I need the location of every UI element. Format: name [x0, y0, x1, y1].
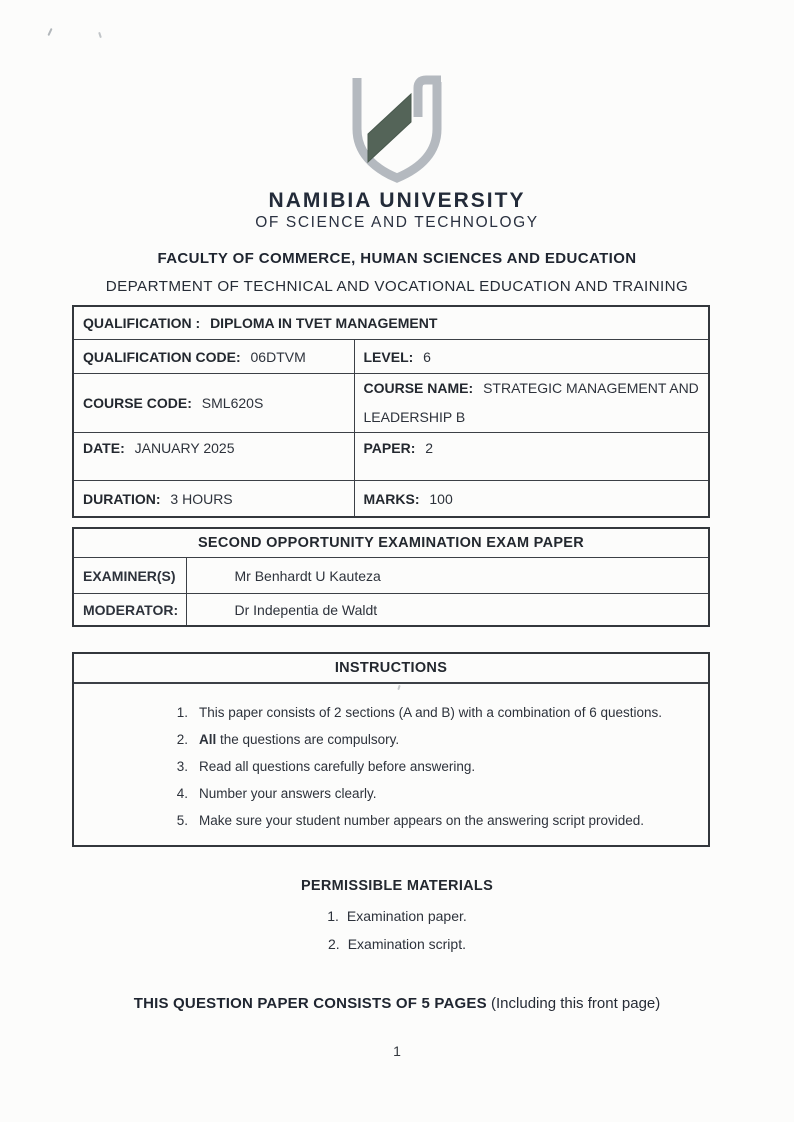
- material-number: 1.: [327, 908, 339, 924]
- table-row: [73, 374, 709, 433]
- page-count-note: [0, 995, 794, 1012]
- paper-label: PAPER:: [363, 440, 416, 456]
- materials-title: PERMISSIBLE MATERIALS: [300, 878, 494, 894]
- material-item: [0, 908, 794, 924]
- course-details-table: [72, 305, 710, 518]
- university-subtitle: OF SCIENCE AND TECHNOLOGY: [255, 214, 539, 231]
- material-number: 2.: [328, 936, 340, 952]
- course-name-value: STRATEGIC MANAGEMENT AND LEADERSHIP B: [363, 380, 699, 425]
- duration-value: 3 HOURS: [170, 490, 233, 507]
- examiner-value: Mr Benhardt U Kauteza: [186, 558, 709, 594]
- duration-label: DURATION:: [83, 490, 161, 507]
- table-row: [73, 481, 709, 518]
- instruction-bold-word: All: [199, 732, 217, 747]
- instructions-list: [74, 684, 708, 830]
- moderator-value: Dr Indepentia de Waldt: [186, 594, 709, 627]
- instructions-box: [72, 652, 710, 847]
- course-name-cell: [354, 374, 709, 433]
- instruction-text: Read all questions carefully before answering.: [199, 759, 476, 774]
- instruction-item: [74, 758, 708, 776]
- date-label: DATE:: [83, 440, 125, 456]
- examiner-table: [72, 527, 710, 627]
- table-row: [73, 594, 709, 627]
- qualification-code-cell: [73, 340, 354, 374]
- marks-value: 100: [429, 490, 453, 507]
- instruction-text-rest: the questions are compulsory.: [216, 732, 400, 747]
- instruction-text: Number your answers clearly.: [199, 786, 377, 801]
- examiner-label: EXAMINER(S): [73, 558, 186, 594]
- university-shield-logo: [351, 73, 443, 186]
- moderator-label: MODERATOR:: [73, 594, 186, 627]
- paper-cell: [354, 433, 709, 481]
- qualification-cell: [73, 306, 709, 340]
- scan-mark: [98, 32, 102, 38]
- page-count-bold: THIS QUESTION PAPER CONSISTS OF 5 PAGES: [133, 995, 487, 1012]
- qualification-code-label: QUALIFICATION CODE:: [83, 348, 241, 365]
- level-value: 6: [423, 348, 431, 365]
- material-text: Examination script.: [347, 936, 466, 952]
- material-text: Examination paper.: [346, 908, 467, 924]
- department-heading: DEPARTMENT OF TECHNICAL AND VOCATIONAL EDUCATION AND TRAINING: [105, 278, 689, 295]
- qualification-label: QUALIFICATION :: [83, 315, 201, 331]
- table-row: [73, 306, 709, 340]
- page-number: 1: [393, 1043, 401, 1059]
- instruction-number: 4.: [176, 786, 188, 801]
- instruction-text: Make sure your student number appears on the answering script provided.: [199, 813, 644, 828]
- course-code-cell: [73, 374, 354, 433]
- table-row: [73, 528, 709, 558]
- table-row: [73, 433, 709, 481]
- level-cell: [354, 340, 709, 374]
- instructions-title: INSTRUCTIONS: [74, 654, 708, 684]
- marks-label: MARKS:: [363, 490, 420, 507]
- table-row: [73, 558, 709, 594]
- instruction-text: [199, 731, 399, 749]
- course-name-label: COURSE NAME:: [363, 380, 474, 396]
- instruction-number: 3.: [176, 759, 188, 774]
- duration-cell: [73, 481, 354, 518]
- instruction-number: 2.: [176, 732, 188, 747]
- course-code-label: COURSE CODE:: [83, 394, 192, 411]
- instruction-item: [74, 731, 708, 749]
- date-cell: [73, 433, 354, 481]
- scan-mark: [47, 28, 52, 36]
- marks-cell: [354, 481, 709, 518]
- level-label: LEVEL:: [363, 348, 414, 365]
- university-name: NAMIBIA UNIVERSITY: [268, 189, 526, 212]
- exam-paper-title: SECOND OPPORTUNITY EXAMINATION EXAM PAPER: [73, 528, 709, 558]
- course-code-value: SML620S: [201, 394, 264, 411]
- instruction-number: 5.: [176, 813, 188, 828]
- qualification-code-value: 06DTVM: [250, 348, 306, 365]
- instruction-item: [74, 785, 708, 803]
- paper-value: 2: [425, 440, 434, 456]
- faculty-heading: FACULTY OF COMMERCE, HUMAN SCIENCES AND EDUCATION: [157, 250, 637, 267]
- instruction-item: [74, 812, 708, 830]
- date-value: JANUARY 2025: [134, 440, 235, 456]
- material-item: [0, 936, 794, 952]
- page-count-regular: (Including this front page): [486, 995, 661, 1012]
- table-row: [73, 340, 709, 374]
- instruction-text: This paper consists of 2 sections (A and B) with a combination of 6 questions.: [199, 705, 662, 720]
- qualification-value: DIPLOMA IN TVET MANAGEMENT: [210, 315, 438, 331]
- instruction-number: 1.: [176, 705, 188, 720]
- instruction-item: [74, 704, 708, 722]
